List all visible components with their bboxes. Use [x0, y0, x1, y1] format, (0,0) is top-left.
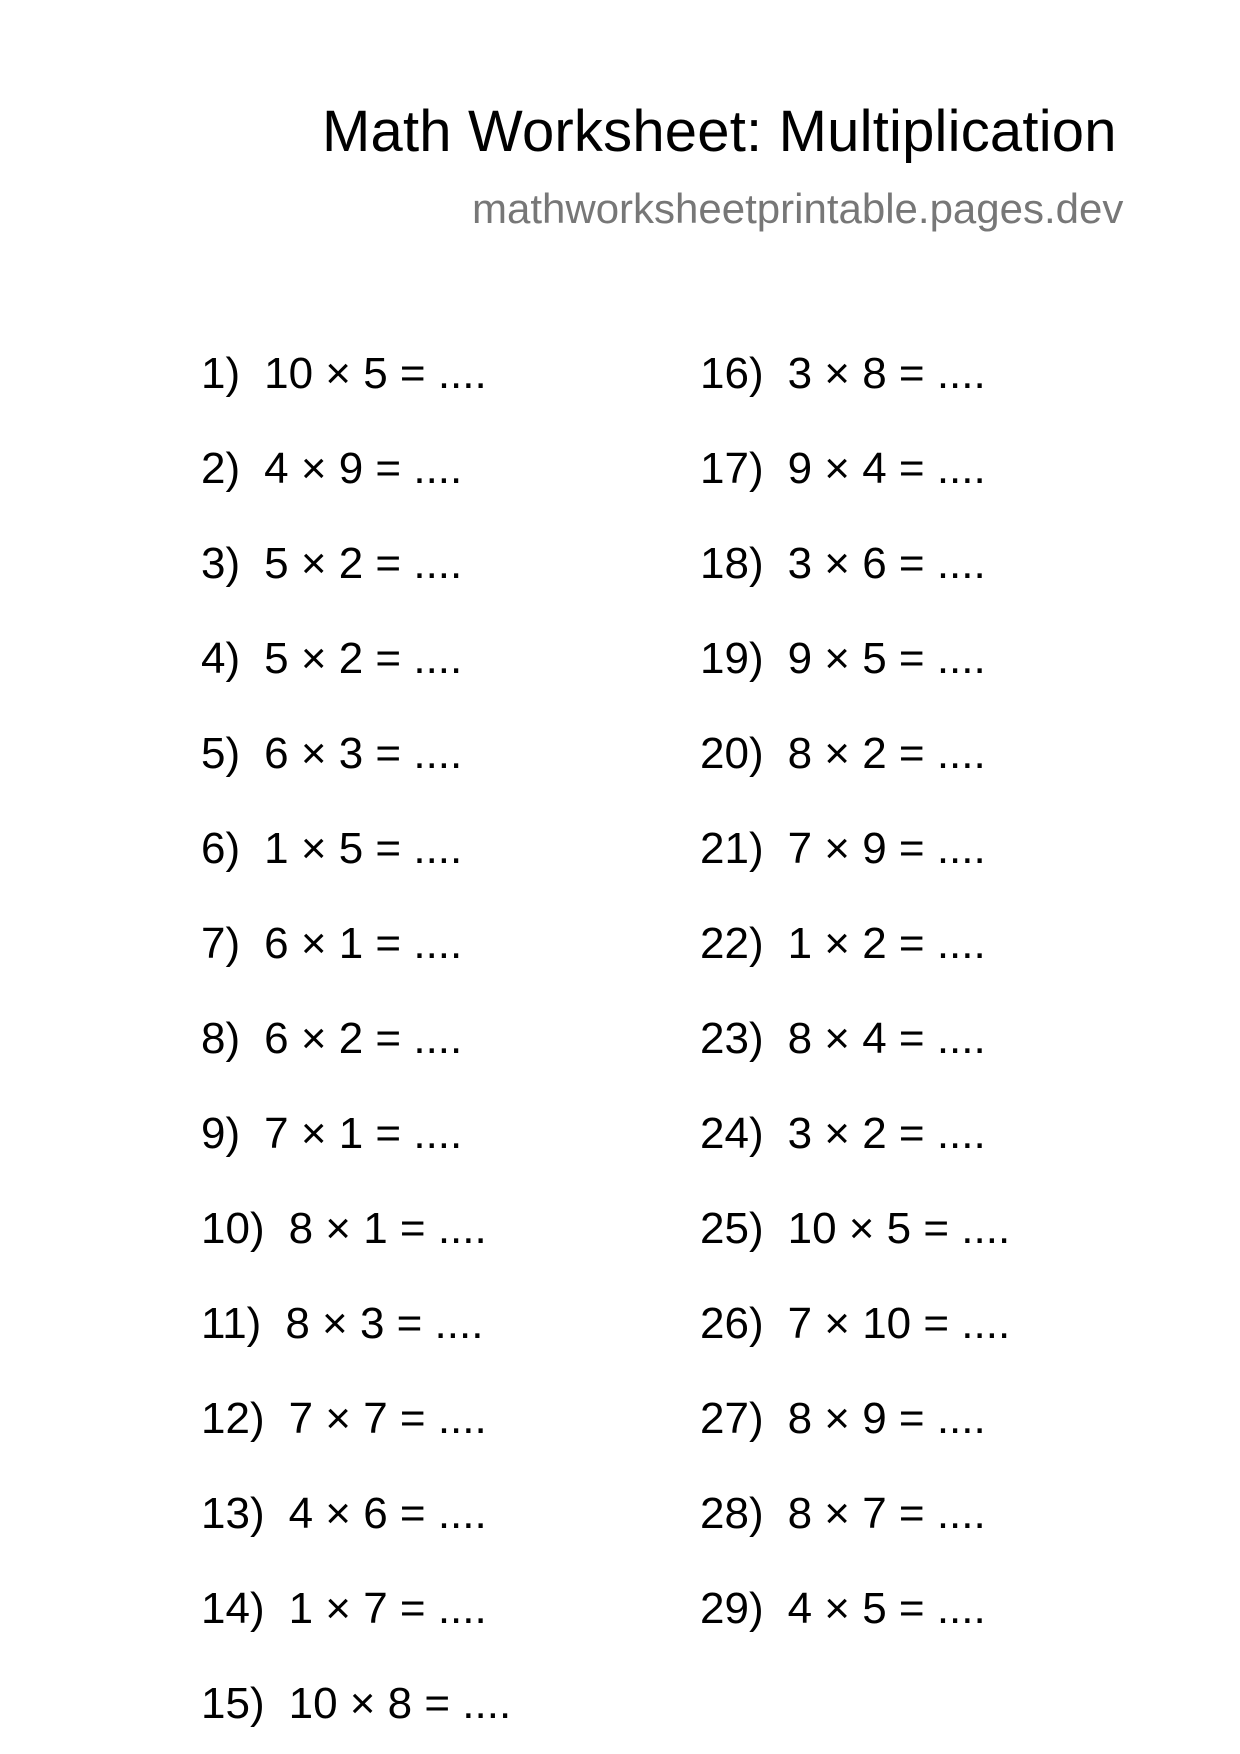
problem-item	[201, 348, 487, 400]
problem-number: 6)	[201, 824, 241, 873]
problem-number: 27)	[700, 1394, 764, 1443]
problem-item	[700, 443, 986, 495]
problem-item	[201, 633, 462, 685]
problem-expression: 10 × 8 = ....	[288, 1679, 512, 1728]
problem-number: 19)	[700, 634, 764, 683]
problem-number: 4)	[201, 634, 241, 683]
problem-expression: 4 × 5 = ....	[787, 1584, 986, 1633]
problem-number: 9)	[201, 1109, 241, 1158]
problem-number: 21)	[700, 824, 764, 873]
problem-number: 7)	[201, 919, 241, 968]
problem-number: 15)	[201, 1679, 265, 1728]
problem-number: 16)	[700, 349, 764, 398]
problem-expression: 8 × 2 = ....	[787, 729, 986, 778]
problem-item	[201, 1583, 487, 1635]
problem-expression: 7 × 7 = ....	[288, 1394, 487, 1443]
problem-number: 5)	[201, 729, 241, 778]
problem-item	[700, 728, 986, 780]
problem-expression: 7 × 1 = ....	[264, 1109, 463, 1158]
problem-item	[700, 348, 986, 400]
problem-expression: 6 × 2 = ....	[264, 1014, 463, 1063]
problem-number: 2)	[201, 444, 241, 493]
problem-number: 28)	[700, 1489, 764, 1538]
problem-item	[201, 728, 462, 780]
problem-item	[700, 633, 986, 685]
problem-item	[201, 918, 462, 970]
problem-expression: 1 × 7 = ....	[288, 1584, 487, 1633]
problem-item	[201, 1393, 487, 1445]
problem-item	[201, 1488, 487, 1540]
problem-item	[700, 1488, 986, 1540]
problem-item	[700, 1108, 986, 1160]
problem-item	[201, 538, 462, 590]
problem-number: 29)	[700, 1584, 764, 1633]
problem-item	[201, 1108, 462, 1160]
page-title: Math Worksheet: Multiplication	[322, 99, 1117, 164]
problem-expression: 9 × 4 = ....	[787, 444, 986, 493]
problem-item	[700, 823, 986, 875]
problem-expression: 5 × 2 = ....	[264, 634, 463, 683]
problem-number: 3)	[201, 539, 241, 588]
problem-expression: 4 × 6 = ....	[288, 1489, 487, 1538]
problem-expression: 8 × 4 = ....	[787, 1014, 986, 1063]
problem-item	[700, 1583, 986, 1635]
problem-number: 12)	[201, 1394, 265, 1443]
problem-number: 11)	[201, 1299, 262, 1348]
problem-expression: 6 × 1 = ....	[264, 919, 463, 968]
problem-item	[201, 1298, 483, 1350]
problem-expression: 3 × 8 = ....	[787, 349, 986, 398]
problem-expression: 10 × 5 = ....	[264, 349, 487, 398]
problem-expression: 3 × 6 = ....	[787, 539, 986, 588]
problem-expression: 1 × 2 = ....	[787, 919, 986, 968]
problem-number: 26)	[700, 1299, 764, 1348]
problem-item	[201, 443, 462, 495]
problem-item	[700, 1298, 1010, 1350]
problem-number: 20)	[700, 729, 764, 778]
problem-number: 22)	[700, 919, 764, 968]
problem-expression: 5 × 2 = ....	[264, 539, 463, 588]
problem-expression: 8 × 9 = ....	[787, 1394, 986, 1443]
problem-number: 14)	[201, 1584, 265, 1633]
problem-item	[700, 538, 986, 590]
problem-number: 13)	[201, 1489, 265, 1538]
problem-number: 8)	[201, 1014, 241, 1063]
problem-expression: 10 × 5 = ....	[787, 1204, 1011, 1253]
problem-item	[700, 1013, 986, 1065]
problem-expression: 8 × 7 = ....	[787, 1489, 986, 1538]
problem-item	[201, 1678, 511, 1730]
problem-number: 25)	[700, 1204, 764, 1253]
problem-expression: 8 × 1 = ....	[288, 1204, 487, 1253]
problem-number: 10)	[201, 1204, 265, 1253]
problem-number: 17)	[700, 444, 764, 493]
problem-item	[700, 918, 986, 970]
problem-expression: 1 × 5 = ....	[264, 824, 463, 873]
problem-item	[201, 823, 462, 875]
problem-expression: 3 × 2 = ....	[787, 1109, 986, 1158]
problem-number: 18)	[700, 539, 764, 588]
problem-item	[201, 1013, 462, 1065]
problem-item	[201, 1203, 487, 1255]
problem-number: 24)	[700, 1109, 764, 1158]
problem-expression: 7 × 9 = ....	[787, 824, 986, 873]
problem-expression: 7 × 10 = ....	[787, 1299, 1011, 1348]
problem-expression: 9 × 5 = ....	[787, 634, 986, 683]
problem-item	[700, 1393, 986, 1445]
problem-expression: 8 × 3 = ....	[285, 1299, 484, 1348]
site-url: mathworksheetprintable.pages.dev	[472, 185, 1124, 232]
problem-expression: 4 × 9 = ....	[264, 444, 463, 493]
problem-number: 1)	[201, 349, 241, 398]
problem-item	[700, 1203, 1010, 1255]
problem-expression: 6 × 3 = ....	[264, 729, 463, 778]
problem-number: 23)	[700, 1014, 764, 1063]
